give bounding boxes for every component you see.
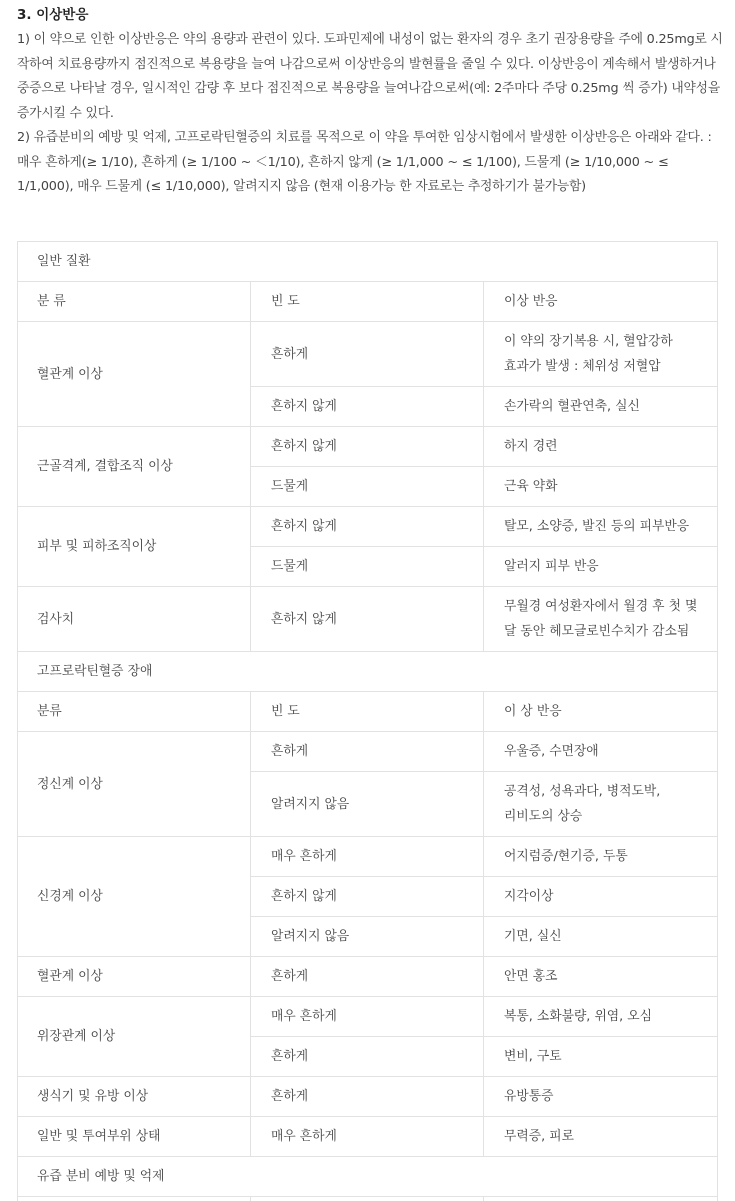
frequency-cell: 드물게 — [251, 547, 484, 587]
frequency-cell: 흔하게 — [251, 322, 484, 387]
column-header-frequency: 빈 도 — [251, 282, 484, 322]
intro-text — [17, 28, 727, 200]
table-section-row — [18, 652, 718, 692]
reaction-cell: 탈모, 소양증, 발진 등의 피부반응 — [484, 507, 718, 547]
intro-paragraph-2: 2) 유즙분비의 예방 및 억제, 고프로락틴혈증의 치료를 목적으로 이 약을 투여한 임상시험에서 발생한 이상반응은 아래와 같다. : 매우 흔하게(≥ 1/10), 흔하게 (≥ 1/100 ~ ＜1/10), 흔하지 않게 (≥ 1/1,000 ~ ≤ 1/100), 드물게 (≥ 1/10,000 ~ ≤ 1/1,000), 매우 드물게 (≤ 1/10,000), 알려지지 않음 (현재 이용가능 한 자료로는 추정하기가 불가능함) — [17, 130, 712, 194]
table-row — [18, 837, 718, 877]
reaction-cell: 이 약의 장기복용 시, 혈압강하 효과가 발생 : 체위성 저혈압 — [484, 322, 718, 387]
reaction-cell: 알러지 피부 반응 — [484, 547, 718, 587]
adverse-reaction-table — [17, 241, 718, 1201]
column-header-category: 분 류 — [18, 282, 251, 322]
category-cell: 검사치 — [18, 587, 251, 652]
frequency-cell: 흔하게 — [251, 1077, 484, 1117]
frequency-cell: 흔하지 않게 — [251, 587, 484, 652]
frequency-cell: 드물게 — [251, 467, 484, 507]
frequency-cell: 흔하게 — [251, 732, 484, 772]
reaction-cell: 변비, 구토 — [484, 1037, 718, 1077]
table-row — [18, 957, 718, 997]
intro-paragraph-1: 1) 이 약으로 인한 이상반응은 약의 용량과 관련이 있다. 도파민제에 내성이 없는 환자의 경우 초기 권장용량을 주에 0.25mg로 시작하여 치료용량까지 점진적으로 복용량을 늘여 나감으로써 이상반응의 발현률을 줄일 수 있다. 이상반응이 계속해서 발생하거나 중증으로 나타날 경우, 일시적인 감량 후 보다 점진적으로 복용량을 늘여나감으로써(예: 2주마다 주당 0.25mg 씩 증가) 내약성을 증가시킬 수 있다. — [17, 32, 723, 121]
frequency-cell: 흔하지 않게 — [251, 507, 484, 547]
frequency-cell: 흔하지 않게 — [251, 387, 484, 427]
table-row — [18, 1077, 718, 1117]
column-header-reaction: 이 상 반응 — [484, 692, 718, 732]
category-cell: 정신계 이상 — [18, 732, 251, 837]
reaction-cell: 공격성, 성욕과다, 병적도박, 리비도의 상승 — [484, 772, 718, 837]
category-cell: 생식기 및 유방 이상 — [18, 1077, 251, 1117]
frequency-cell: 매우 흔하게 — [251, 837, 484, 877]
table-section-row — [18, 242, 718, 282]
reaction-cell: 안면 홍조 — [484, 957, 718, 997]
reaction-cell: 하지 경련 — [484, 427, 718, 467]
table-row — [18, 732, 718, 772]
reaction-cell: 손가락의 혈관연축, 실신 — [484, 387, 718, 427]
frequency-cell: 알려지지 않음 — [251, 772, 484, 837]
frequency-cell — [251, 1197, 484, 1201]
reaction-cell: 복통, 소화불량, 위염, 오심 — [484, 997, 718, 1037]
reaction-cell: 무력증, 피로 — [484, 1117, 718, 1157]
section-heading: 일반 질환 — [18, 242, 718, 282]
category-cell — [18, 1197, 251, 1201]
section-heading: 유즙 분비 예방 및 억제 — [18, 1157, 718, 1197]
table-row — [18, 1117, 718, 1157]
category-cell: 혈관계 이상 — [18, 957, 251, 997]
frequency-cell: 매우 흔하게 — [251, 1117, 484, 1157]
section-title: 3. 이상반응 — [17, 7, 89, 23]
table-row — [18, 587, 718, 652]
reaction-cell: 근육 약화 — [484, 467, 718, 507]
table-header-row — [18, 282, 718, 322]
reaction-cell: 어지럼증/현기증, 두통 — [484, 837, 718, 877]
reaction-cell: 유방통증 — [484, 1077, 718, 1117]
table-row — [18, 507, 718, 547]
table-section-row — [18, 1157, 718, 1197]
table-header-row — [18, 692, 718, 732]
category-cell: 위장관계 이상 — [18, 997, 251, 1077]
category-cell: 일반 및 투여부위 상태 — [18, 1117, 251, 1157]
column-header-reaction: 이상 반응 — [484, 282, 718, 322]
frequency-cell: 흔하게 — [251, 1037, 484, 1077]
category-cell: 혈관계 이상 — [18, 322, 251, 427]
frequency-cell: 흔하지 않게 — [251, 877, 484, 917]
reaction-cell: 우울증, 수면장애 — [484, 732, 718, 772]
table-row — [18, 1197, 718, 1201]
reaction-cell: 기면, 실신 — [484, 917, 718, 957]
frequency-cell: 흔하게 — [251, 957, 484, 997]
reaction-cell — [484, 1197, 718, 1201]
category-cell: 신경계 이상 — [18, 837, 251, 957]
frequency-cell: 매우 흔하게 — [251, 997, 484, 1037]
reaction-cell: 지각이상 — [484, 877, 718, 917]
reaction-cell: 무월경 여성환자에서 월경 후 첫 몇 달 동안 헤모글로빈수치가 감소됨 — [484, 587, 718, 652]
table-row — [18, 997, 718, 1037]
column-header-frequency: 빈 도 — [251, 692, 484, 732]
table-row — [18, 322, 718, 387]
table-row — [18, 427, 718, 467]
category-cell: 피부 및 피하조직이상 — [18, 507, 251, 587]
frequency-cell: 흔하지 않게 — [251, 427, 484, 467]
column-header-category: 분류 — [18, 692, 251, 732]
section-heading: 고프로락틴혈증 장애 — [18, 652, 718, 692]
category-cell: 근골격계, 결합조직 이상 — [18, 427, 251, 507]
frequency-cell: 알려지지 않음 — [251, 917, 484, 957]
